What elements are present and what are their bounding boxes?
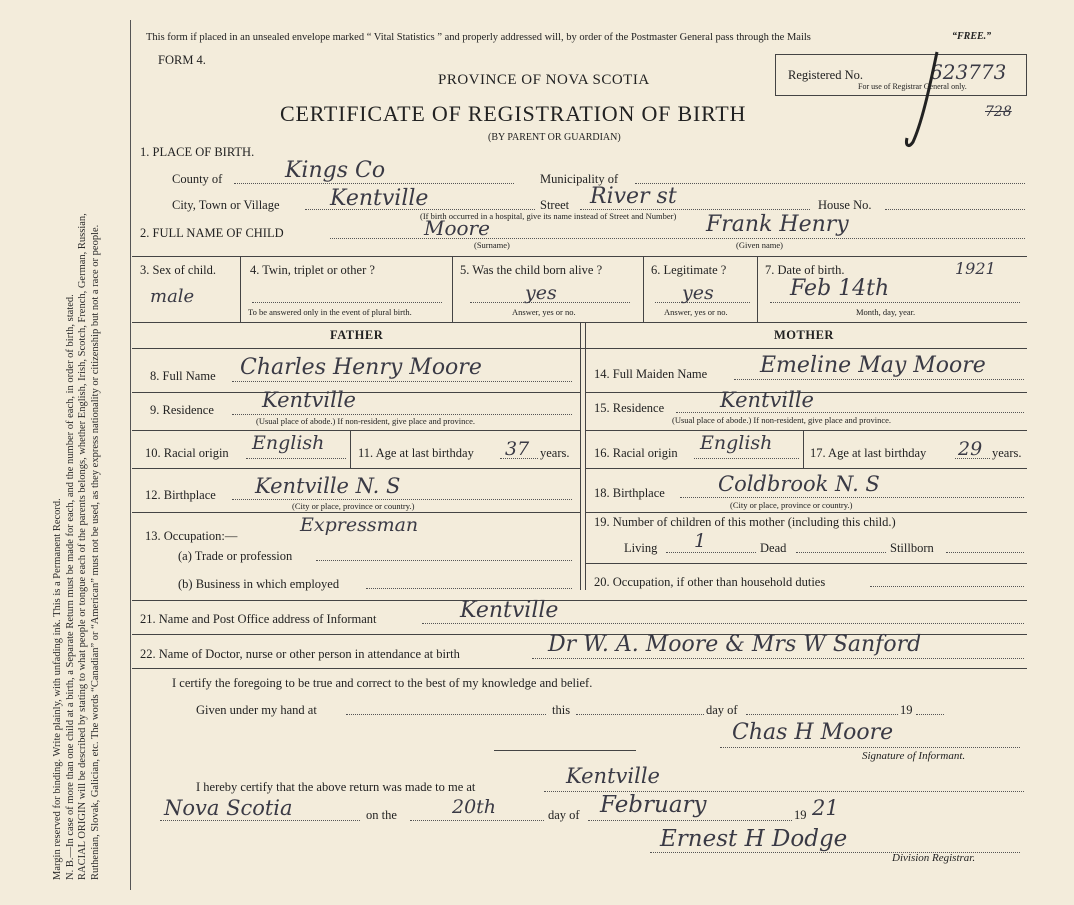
- sex-label: 3. Sex of child.: [140, 263, 217, 277]
- municipality-label: Municipality of: [540, 172, 619, 186]
- return-day: 20th: [452, 796, 497, 818]
- county-value: Kings Co: [285, 158, 386, 183]
- mother-residence-label: 15. Residence: [594, 401, 665, 415]
- return-province-line: [160, 820, 360, 821]
- registrar-stroke-mark: [895, 50, 945, 150]
- mother-rule-5: [585, 563, 1027, 564]
- alive-note: Answer, yes or no.: [512, 307, 576, 317]
- child-surname: Moore: [424, 216, 490, 240]
- form-number: FORM 4.: [158, 53, 206, 67]
- mother-birthplace-note: (City or place, province or country.): [730, 500, 853, 510]
- row-divider-4: [757, 256, 758, 322]
- father-age-divider: [350, 430, 351, 468]
- mother-rule-4: [585, 512, 1027, 513]
- father-residence: Kentville: [262, 388, 356, 412]
- doctor-rule: [132, 668, 1027, 669]
- short-signature-rule: [494, 750, 636, 751]
- informant-line: [422, 623, 1024, 624]
- county-label: County of: [172, 172, 223, 186]
- given-day-line: [576, 714, 704, 715]
- corner-mark: 728: [985, 104, 1012, 120]
- mail-notice: This form if placed in an unsealed envelope marked “ Vital Statistics ” and properly addressed will, by order of the Postmaster General pass through the Mails: [146, 32, 811, 43]
- margin-line-4: Ruthenian, Slovak, Galician, etc. The words “Canadian” or “American” must not be used, as they express nationality or citizenship but not a race or people.: [89, 224, 101, 880]
- father-heading: FATHER: [330, 328, 384, 342]
- sex-value: male: [150, 286, 195, 307]
- business-label: (b) Business in which employed: [178, 577, 340, 591]
- mother-name: Emeline May Moore: [760, 353, 986, 378]
- child-name-label: 2. FULL NAME OF CHILD: [140, 226, 284, 240]
- father-rule-4: [132, 512, 580, 513]
- return-month: February: [600, 792, 707, 818]
- registered-label: Registered No.: [788, 68, 863, 82]
- mother-name-label: 14. Full Maiden Name: [594, 367, 708, 381]
- parents-heading-rule: [132, 348, 1027, 349]
- return-day-line: [410, 820, 544, 821]
- stillborn-line: [946, 552, 1024, 553]
- legitimate-label: 6. Legitimate ?: [651, 263, 727, 277]
- father-race-label: 10. Racial origin: [145, 446, 229, 460]
- informant-signature-caption: Signature of Informant.: [862, 750, 966, 762]
- margin-line-2: N. B.—In case of more than one child at a birth, a Separate Return must be made for each, and the number of each, in order of birth, stated.: [64, 294, 76, 880]
- given-year-line: [916, 714, 944, 715]
- given-caption: (Given name): [736, 240, 783, 250]
- mother-race: English: [700, 432, 773, 454]
- birthdate-label: 7. Date of birth.: [765, 263, 845, 277]
- child-given-name: Frank Henry: [706, 212, 849, 237]
- page-title: CERTIFICATE OF REGISTRATION OF BIRTH: [280, 101, 747, 126]
- city-value: Kentville: [330, 186, 429, 211]
- father-age-label: 11. Age at last birthday: [358, 446, 474, 460]
- return-province: Nova Scotia: [164, 796, 293, 820]
- legitimate-value: yes: [682, 282, 714, 304]
- row-divider-2: [452, 256, 453, 322]
- row-top-rule: [132, 256, 1027, 257]
- parents-bottom-rule: [132, 600, 1027, 601]
- informant-value: Kentville: [460, 598, 559, 623]
- trade-line: [316, 560, 572, 561]
- mother-occupation-label: 20. Occupation, if other than household duties: [594, 575, 826, 589]
- father-birthplace-label: 12. Birthplace: [145, 488, 216, 502]
- twin-label: 4. Twin, triplet or other ?: [250, 263, 375, 277]
- return-month-line: [588, 820, 792, 821]
- margin-instructions: [52, 20, 132, 880]
- father-age: 37: [505, 438, 530, 460]
- twin-note: To be answered only in the event of plural birth.: [248, 307, 412, 317]
- business-line: [366, 588, 572, 589]
- day-of-label: day of: [706, 703, 738, 717]
- return-label: I hereby certify that the above return was made to me at: [196, 780, 476, 794]
- mother-heading: MOTHER: [774, 328, 834, 342]
- given-year-prefix: 19: [900, 703, 913, 717]
- county-line: [234, 183, 514, 184]
- father-rule-2: [132, 430, 580, 431]
- father-occupation-label: 13. Occupation:—: [145, 529, 238, 543]
- registered-note: For use of Registrar General only.: [858, 82, 967, 91]
- father-residence-line: [232, 414, 572, 415]
- father-occupation: Expressman: [300, 514, 419, 536]
- father-race: English: [252, 432, 325, 454]
- municipality-line: [635, 183, 1025, 184]
- father-rule-3: [132, 468, 580, 469]
- row-divider-1: [240, 256, 241, 322]
- page-subtitle: (BY PARENT OR GUARDIAN): [488, 132, 621, 143]
- house-label: House No.: [818, 198, 872, 212]
- alive-label: 5. Was the child born alive ?: [460, 263, 603, 277]
- father-years: years.: [540, 446, 570, 460]
- birthdate-value: Feb 14th: [790, 276, 890, 301]
- return-year-prefix: 19: [794, 808, 807, 822]
- hospital-note: (If birth occurred in a hospital, give its name instead of Street and Number): [420, 211, 677, 221]
- mother-occupation-line: [870, 586, 1024, 587]
- mother-residence-line: [676, 412, 1024, 413]
- living-value: 1: [694, 530, 707, 552]
- living-label: Living: [624, 541, 658, 555]
- mother-birthplace-line: [680, 497, 1024, 498]
- doctor-value: Dr W. A. Moore & Mrs W Sanford: [548, 632, 922, 657]
- mother-age-divider: [803, 430, 804, 468]
- mother-race-line: [694, 458, 799, 459]
- city-label: City, Town or Village: [172, 198, 280, 212]
- on-the-label: on the: [366, 808, 397, 822]
- registered-number: 623773: [930, 60, 1007, 84]
- informant-label: 21. Name and Post Office address of Informant: [140, 612, 377, 626]
- place-of-birth-label: 1. PLACE OF BIRTH.: [140, 145, 255, 159]
- mother-name-line: [734, 379, 1024, 380]
- street-value: River st: [590, 184, 677, 209]
- father-race-line: [246, 458, 346, 459]
- alive-value: yes: [525, 282, 557, 304]
- mother-rule-3: [585, 468, 1027, 469]
- free-stamp: “FREE.”: [952, 31, 992, 42]
- birthdate-line: [770, 302, 1020, 303]
- birthdate-note: Month, day, year.: [856, 307, 916, 317]
- mother-birthplace-label: 18. Birthplace: [594, 486, 665, 500]
- father-name: Charles Henry Moore: [240, 355, 482, 380]
- street-line: [580, 209, 810, 210]
- return-day-of-label: day of: [548, 808, 580, 822]
- dead-line: [796, 552, 886, 553]
- mother-residence: Kentville: [720, 388, 814, 412]
- certify-statement: I certify the foregoing to be true and correct to the best of my knowledge and belief.: [172, 676, 593, 690]
- living-line: [666, 552, 756, 553]
- twin-line: [252, 302, 442, 303]
- given-place-line: [346, 714, 546, 715]
- doctor-label: 22. Name of Doctor, nurse or other person in attendance at birth: [140, 647, 460, 661]
- binding-margin-rule: [130, 20, 131, 890]
- return-place: Kentville: [566, 764, 660, 788]
- mother-rule-2: [585, 430, 1027, 431]
- father-birthplace-note: (City or place, province or country.): [292, 501, 415, 511]
- birth-year: 1921: [955, 259, 996, 278]
- father-name-line: [232, 381, 572, 382]
- father-birthplace: Kentville N. S: [255, 474, 401, 498]
- father-name-label: 8. Full Name: [150, 369, 216, 383]
- doctor-line: [532, 658, 1024, 659]
- margin-line-3: RACIAL ORIGIN will be described by stating to what people or tongue each of the parents belongs, whether English, Irish, Scotch, French, German, Russian,: [77, 213, 88, 880]
- registrar-caption: Division Registrar.: [892, 852, 976, 864]
- margin-line-1: Margin reserved for binding. Write plainly, with unfading ink. This is a Permanent Record.: [52, 498, 63, 880]
- house-line: [885, 209, 1025, 210]
- father-residence-label: 9. Residence: [150, 403, 214, 417]
- father-birthplace-line: [232, 499, 572, 500]
- dead-label: Dead: [760, 541, 787, 555]
- father-residence-note: (Usual place of abode.) If non-resident, give place and province.: [256, 416, 476, 426]
- given-under-label: Given under my hand at: [196, 703, 317, 717]
- registrar-signature: Ernest H Dodge: [660, 826, 848, 852]
- mother-residence-note: (Usual place of abode.) If non-resident, give place and province.: [672, 415, 892, 425]
- parents-divider-left: [580, 322, 581, 590]
- row-divider-3: [643, 256, 644, 322]
- street-label: Street: [540, 198, 570, 212]
- stillborn-label: Stillborn: [890, 541, 934, 555]
- given-month-line: [746, 714, 898, 715]
- informant-signature-line: [720, 747, 1020, 748]
- mother-years: years.: [992, 446, 1022, 460]
- father-rule-1: [132, 392, 580, 393]
- mother-race-label: 16. Racial origin: [594, 446, 678, 460]
- mother-age: 29: [958, 438, 983, 460]
- mother-age-label: 17. Age at last birthday: [810, 446, 927, 460]
- children-label: 19. Number of children of this mother (including this child.): [594, 515, 896, 529]
- mother-birthplace: Coldbrook N. S: [718, 472, 880, 496]
- surname-caption: (Surname): [474, 240, 510, 250]
- this-label: this: [552, 703, 571, 717]
- legitimate-note: Answer, yes or no.: [664, 307, 728, 317]
- trade-label: (a) Trade or profession: [178, 549, 293, 563]
- return-year: 21: [812, 796, 839, 820]
- parents-divider-right: [585, 322, 586, 590]
- province-heading: PROVINCE OF NOVA SCOTIA: [438, 72, 650, 88]
- informant-signature: Chas H Moore: [732, 720, 894, 745]
